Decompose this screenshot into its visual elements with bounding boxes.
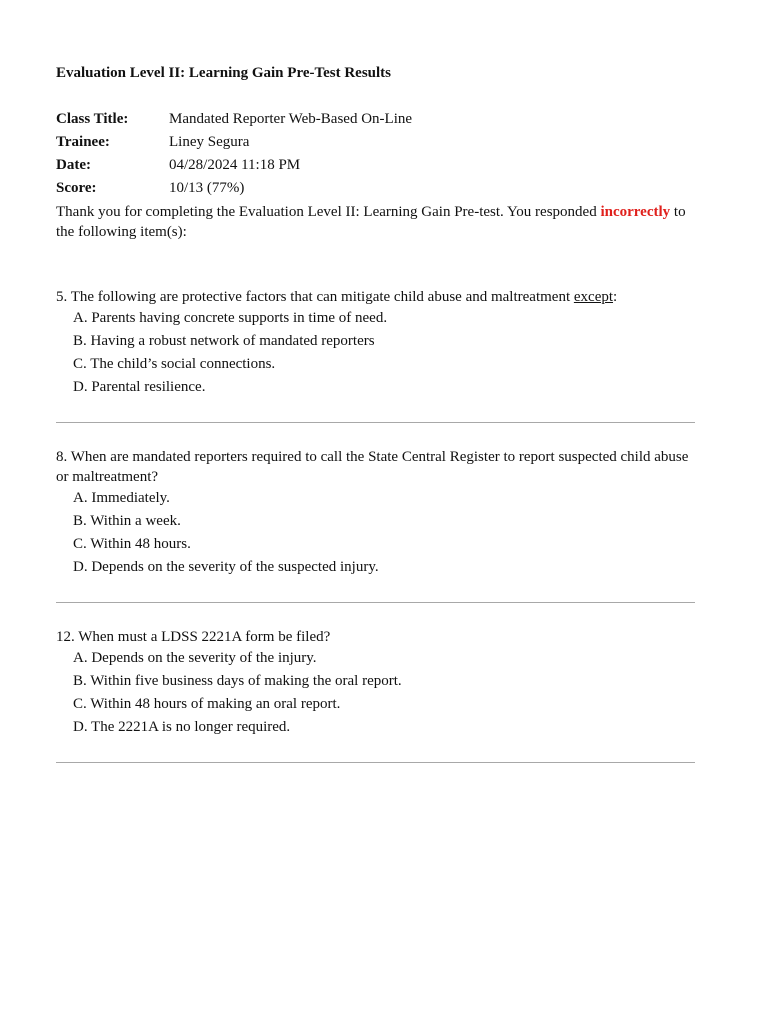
intro-text-after: to the following item(s):: [56, 204, 686, 240]
answer-option: D. Depends on the severity of the suspected injury.: [73, 559, 379, 575]
divider: [56, 422, 695, 423]
date-label: Date:: [56, 157, 91, 173]
incorrect-highlight: incorrectly: [600, 204, 671, 220]
info-table: [56, 109, 412, 201]
answer-option: A. Depends on the severity of the injury.: [73, 650, 317, 666]
answer-option: D. Parental resilience.: [73, 379, 206, 395]
question-text-before: 5. The following are protective factors that can mitigate child abuse and maltreatment: [56, 289, 574, 305]
answer-option: C. The child’s social connections.: [73, 356, 276, 372]
divider: [56, 602, 695, 603]
divider: [56, 762, 695, 763]
question-item: [56, 287, 696, 399]
question-text: 8. When are mandated reporters required to call the State Central Register to report suspected child abuse or maltreatment?: [56, 449, 689, 485]
question-item: [56, 447, 696, 579]
answer-option: A. Parents having concrete supports in time of need.: [73, 310, 388, 326]
intro-text-before: Thank you for completing the Evaluation Level II: Learning Gain Pre-test. You responded: [56, 204, 601, 220]
answer-option: D. The 2221A is no longer required.: [73, 719, 291, 735]
question-text-after: :: [613, 289, 618, 305]
answer-option: C. Within 48 hours of making an oral report.: [73, 696, 341, 712]
date-value: 04/28/2024 11:18 PM: [169, 157, 301, 173]
trainee-value: Liney Segura: [169, 134, 250, 150]
emphasis-except: except: [573, 289, 614, 305]
answer-option: B. Within five business days of making the oral report.: [73, 673, 402, 689]
question-item: [56, 627, 696, 739]
answer-option: B. Having a robust network of mandated reporters: [73, 333, 375, 349]
class-title-row: [56, 109, 412, 132]
score-label: Score:: [56, 180, 97, 196]
score-row: [56, 178, 412, 201]
answer-option: B. Within a week.: [73, 513, 181, 529]
trainee-row: [56, 132, 412, 155]
class-title-value: Mandated Reporter Web-Based On-Line: [169, 111, 413, 127]
question-text: [56, 287, 696, 307]
question-text: 12. When must a LDSS 2221A form be filed?: [56, 629, 331, 645]
date-row: [56, 155, 412, 178]
intro-text: [56, 202, 696, 242]
class-title-label: Class Title:: [56, 111, 129, 127]
score-value: 10/13 (77%): [169, 180, 245, 196]
trainee-label: Trainee:: [56, 134, 110, 150]
report-title: Evaluation Level II: Learning Gain Pre-Test Results: [56, 65, 392, 81]
answer-option: A. Immediately.: [73, 490, 170, 506]
answer-option: C. Within 48 hours.: [73, 536, 191, 552]
